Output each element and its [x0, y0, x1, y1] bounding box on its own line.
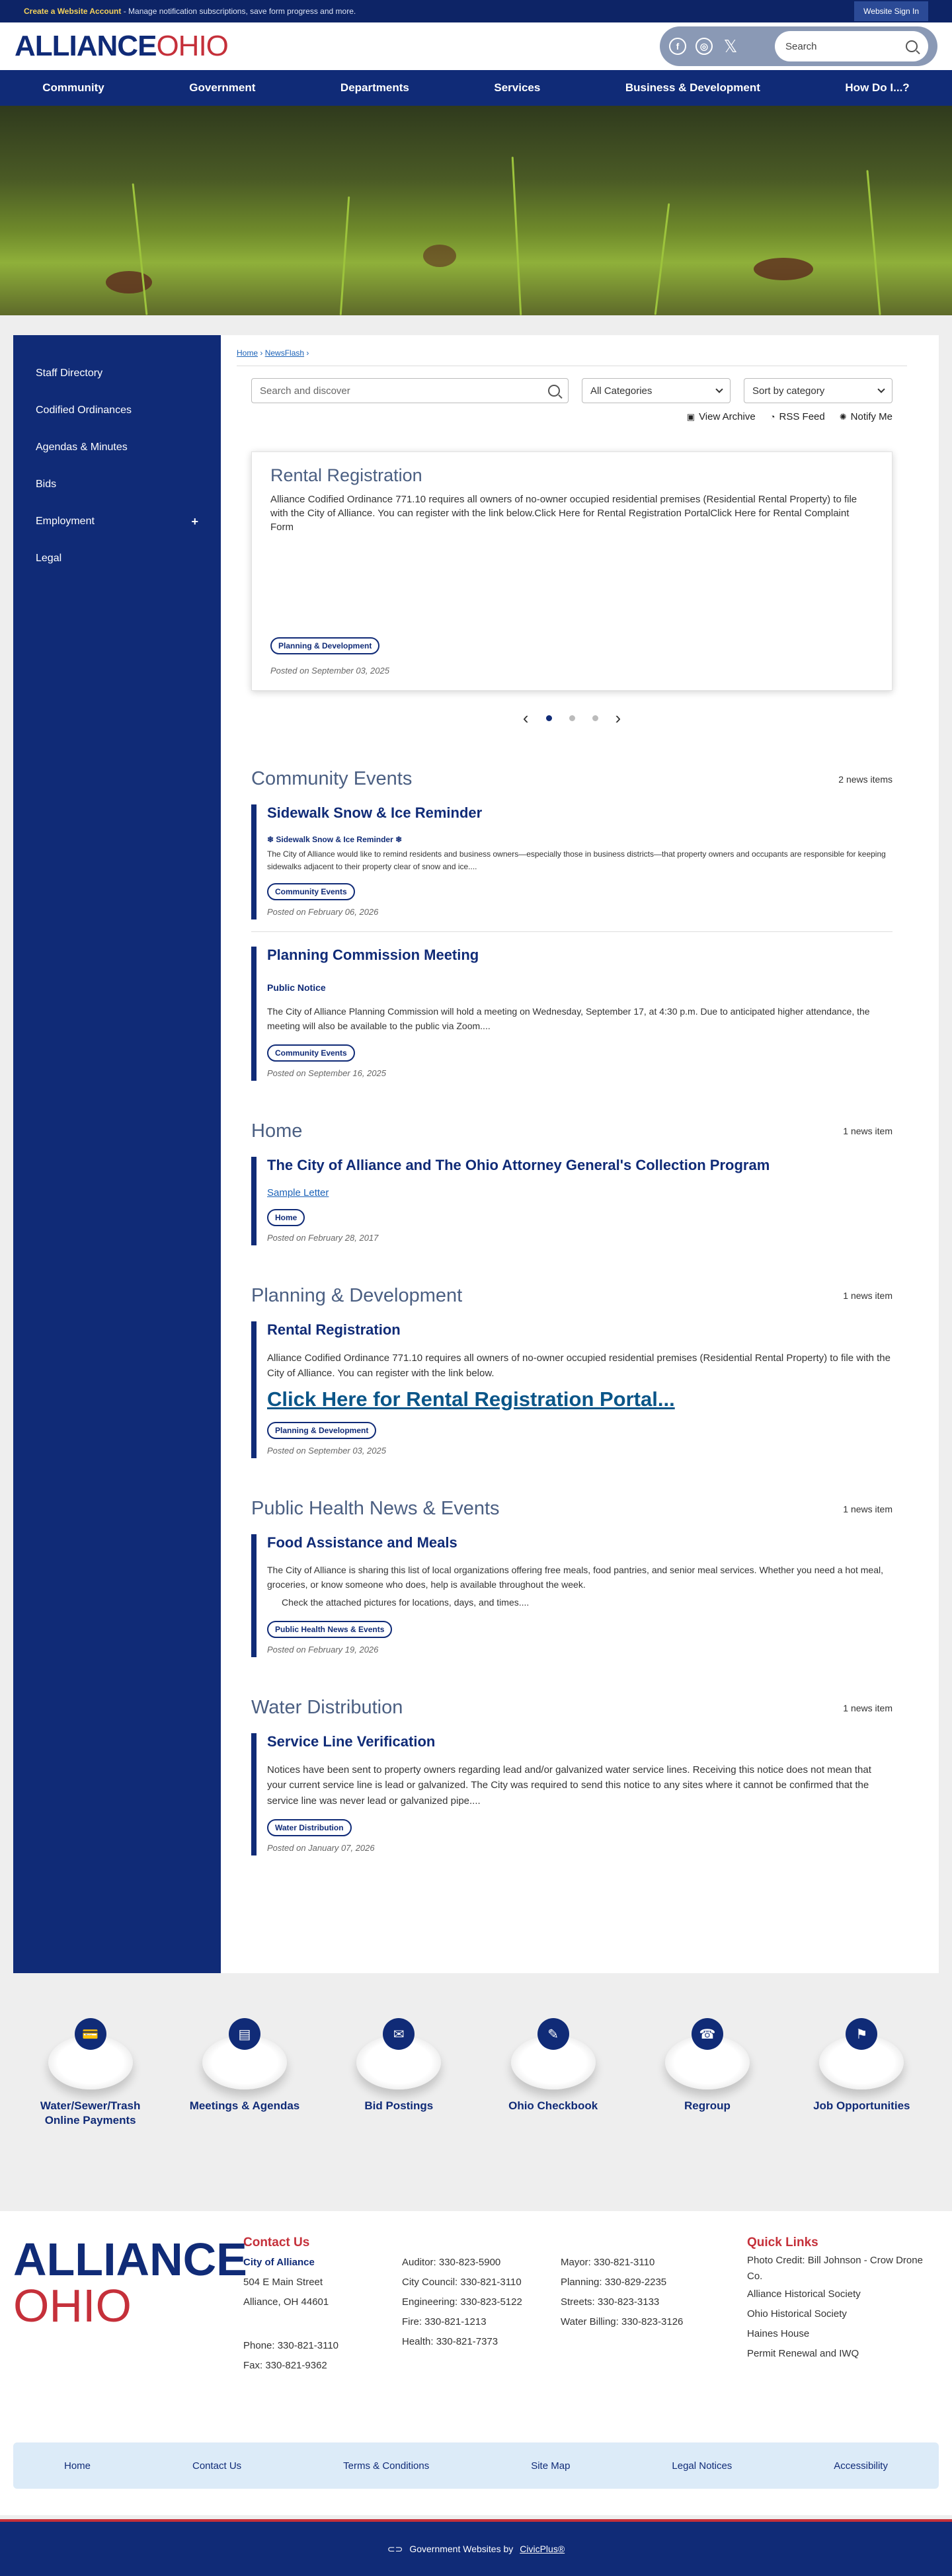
bell-icon: ✺: [839, 412, 847, 422]
main-nav: [0, 70, 952, 106]
category-header: [251, 768, 892, 790]
quick-link-label: Ohio Checkbook: [508, 2099, 598, 2112]
news-item: [251, 947, 892, 1080]
nav-community[interactable]: Community: [42, 81, 104, 94]
nav-services[interactable]: Services: [494, 81, 541, 94]
rss-icon: ◔: [770, 412, 775, 422]
footer-nav-terms[interactable]: Terms & Conditions: [343, 2460, 430, 2472]
nav-departments[interactable]: Departments: [340, 81, 409, 94]
hero-grass: [340, 196, 350, 315]
sidebar-item-label: Employment: [36, 516, 95, 527]
news-item-body: The City of Alliance Planning Commission will hold a meeting on Wednesday, September 17, at 4:30 p.m. Due to anticipated higher attendance, the meeting will also be available to the public via Zoom....: [267, 1006, 870, 1031]
sidebar-item-agendas-minutes[interactable]: [13, 429, 221, 466]
category-select[interactable]: [582, 378, 731, 403]
logo-alliance: ALLIANCE: [15, 30, 157, 62]
news-item-subtitle: ❄ Sidewalk Snow & Ice Reminder ❄: [267, 835, 403, 844]
quick-link-checkbook[interactable]: [487, 2018, 619, 2211]
instagram-icon[interactable]: ◎: [695, 38, 713, 55]
sidebar-item-label: Legal: [36, 553, 62, 564]
footer-quick-links: [747, 2236, 939, 2416]
quick-link-graphic: [356, 2018, 441, 2089]
category-tag[interactable]: Water Distribution: [267, 1819, 352, 1836]
footer-logo: [13, 2234, 247, 2416]
news-item: [251, 804, 892, 919]
category-tag[interactable]: Community Events: [267, 883, 355, 900]
footer-phone: Phone: 330-821-3110: [243, 2340, 339, 2351]
carousel-next-icon[interactable]: ›: [615, 708, 621, 728]
posted-date: Posted on February 28, 2017: [267, 1232, 379, 1243]
footer-quick-link[interactable]: Alliance Historical Society: [747, 2288, 861, 2300]
footer-nav-site-map[interactable]: Site Map: [531, 2460, 571, 2472]
sort-select-value: Sort by category: [752, 385, 825, 397]
sidebar-item-bids[interactable]: [13, 466, 221, 503]
sidebar-item-label: Staff Directory: [36, 368, 103, 379]
sidebar-item-employment[interactable]: [13, 503, 221, 540]
quick-links-heading: Quick Links: [747, 2236, 818, 2249]
quick-link-meetings[interactable]: [178, 2018, 311, 2211]
category-title[interactable]: Water Distribution: [251, 1697, 403, 1719]
footer-nav: [0, 2416, 952, 2515]
footer-address-line: 504 E Main Street: [243, 2277, 323, 2288]
create-account-notice: [24, 7, 356, 16]
hero-grass: [654, 203, 670, 315]
category-tag[interactable]: Home: [267, 1209, 305, 1226]
footer-quick-link[interactable]: Permit Renewal and IWQ: [747, 2348, 859, 2359]
quick-link-label: Bid Postings: [364, 2099, 434, 2112]
news-item-title[interactable]: The City of Alliance and The Ohio Attorney General's Collection Program: [267, 1156, 770, 1173]
hero-grass: [866, 170, 881, 315]
category-header: [251, 1120, 892, 1142]
news-category-planning-development: [251, 1285, 892, 1459]
quick-link-graphic: [202, 2018, 287, 2089]
footer-phone-entry: Streets: 330-823-3133: [561, 2296, 660, 2308]
footer-logo-ohio: OHIO: [13, 2280, 132, 2331]
agenda-icon: ▤: [229, 2018, 260, 2050]
footer-phone-entry: Auditor: 330-823-5900: [402, 2257, 501, 2268]
news-category-water-distribution: [251, 1697, 892, 1855]
archive-icon: ▣: [686, 412, 695, 422]
news-item-body: Notices have been sent to property owners regarding lead and/or galvanized water service lines. Receiving this notice does not mean that your current service line is lead or galvanized. The City was required to send this notice to any sites where it cannot be confirmed that the service line was never lead or galvanized pipe....: [267, 1764, 871, 1807]
news-item-title[interactable]: Rental Registration: [267, 1321, 401, 1338]
posted-date: Posted on February 19, 2026: [267, 1645, 379, 1655]
job-icon: ⚑: [846, 2018, 877, 2050]
news-item: [251, 1733, 892, 1855]
news-category-community-events: [251, 768, 892, 1081]
footer-phone-entry: Water Billing: 330-823-3126: [561, 2316, 684, 2327]
search-icon[interactable]: [906, 40, 918, 52]
news-category-public-health: [251, 1498, 892, 1657]
contact-us-heading: Contact Us: [243, 2236, 310, 2249]
civicplus-link[interactable]: [520, 2544, 565, 2554]
news-item-title[interactable]: Planning Commission Meeting: [267, 947, 479, 964]
news-item: [251, 1534, 892, 1657]
rental-registration-portal-link[interactable]: Click Here for Rental Registration Portal...: [267, 1387, 675, 1411]
category-title[interactable]: Planning & Development: [251, 1284, 463, 1306]
category-title[interactable]: Community Events: [251, 768, 413, 789]
footer-address-line: Alliance, OH 44601: [243, 2296, 329, 2308]
carousel-controls: [237, 708, 907, 728]
featured-news-title[interactable]: Rental Registration: [270, 465, 422, 485]
news-category-home: [251, 1120, 892, 1245]
footer-quick-link[interactable]: Haines House: [747, 2328, 810, 2339]
checkbook-icon: ✎: [537, 2018, 569, 2050]
envelope-icon: ✉: [383, 2018, 415, 2050]
footer-phone-entry: Planning: 330-829-2235: [561, 2277, 667, 2288]
sort-select[interactable]: [744, 378, 892, 403]
footer-contact: [243, 2236, 402, 2416]
quick-link-regroup[interactable]: [641, 2018, 774, 2211]
footer-nav-legal-notices[interactable]: Legal Notices: [672, 2460, 733, 2472]
category-title[interactable]: Public Health News & Events: [251, 1498, 500, 1520]
site-logo[interactable]: [15, 30, 228, 63]
breadcrumb-newsflash[interactable]: NewsFlash: [264, 348, 305, 358]
breadcrumb-home[interactable]: Home: [237, 348, 258, 358]
phone-icon: ☎: [692, 2018, 723, 2050]
footer-nav-bar: [13, 2442, 939, 2489]
sidebar: [13, 335, 221, 1973]
rss-feed-link[interactable]: [770, 411, 825, 422]
create-account-link[interactable]: Create a Website Account: [24, 7, 122, 16]
footer-phone-entry: Fire: 330-821-1213: [402, 2316, 487, 2327]
footer-phones-col: [402, 2236, 561, 2416]
posted-date: Posted on September 16, 2025: [267, 1068, 386, 1078]
news-search-input[interactable]: [251, 378, 569, 403]
breadcrumb-separator: ›: [304, 348, 309, 358]
category-count: 1 news item: [843, 1702, 892, 1713]
logo-ohio: OHIO: [156, 30, 228, 62]
social-search-bar: [660, 26, 937, 66]
footer-org-name: City of Alliance: [243, 2257, 315, 2268]
news-item-subtitle: Public Notice: [267, 982, 326, 994]
news-item-title[interactable]: Sidewalk Snow & Ice Reminder: [267, 804, 483, 821]
footer-quick-link[interactable]: Ohio Historical Society: [747, 2308, 847, 2320]
category-header: [251, 1498, 892, 1520]
search-icon[interactable]: [548, 385, 560, 397]
facebook-icon[interactable]: f: [669, 38, 686, 55]
footer-phone-entry: City Council: 330-821-3110: [402, 2277, 522, 2288]
site-footer: [0, 2211, 952, 2416]
sidebar-item-label: Agendas & Minutes: [36, 442, 128, 453]
footer-nav-accessibility[interactable]: Accessibility: [834, 2460, 888, 2472]
x-twitter-icon[interactable]: 𝕏: [723, 36, 738, 56]
featured-news-card[interactable]: [251, 451, 892, 691]
carousel-dot[interactable]: [569, 715, 575, 721]
hero-leaf: [423, 245, 456, 267]
category-tag[interactable]: Public Health News & Events: [267, 1621, 392, 1638]
news-item: [251, 1321, 892, 1459]
news-item-title[interactable]: Food Assistance and Meals: [267, 1534, 457, 1551]
category-tag[interactable]: Planning & Development: [267, 1422, 376, 1439]
quick-link-label: Water/Sewer/Trash Online Payments: [40, 2099, 141, 2127]
civicplus-bar: [0, 2522, 952, 2576]
sample-letter-link[interactable]: Sample Letter: [267, 1187, 329, 1198]
news-content: [221, 335, 939, 1973]
footer-logo-alliance: ALLIANCE: [13, 2234, 247, 2285]
category-title[interactable]: Home: [251, 1120, 303, 1142]
news-filters: [237, 378, 907, 403]
quick-link-label: Regroup: [684, 2099, 731, 2112]
category-tag[interactable]: Community Events: [267, 1044, 355, 1062]
footer-fax: Fax: 330-821-9362: [243, 2360, 327, 2371]
category-select-value: All Categories: [590, 385, 653, 397]
footer-phones-col: [561, 2236, 747, 2416]
create-account-desc: - Manage notification subscriptions, save form progress and more.: [121, 7, 356, 16]
site-search-placeholder: Search: [785, 40, 817, 52]
hero-banner-image: [0, 106, 952, 315]
posted-date: Posted on February 06, 2026: [267, 907, 379, 917]
nav-government[interactable]: Government: [189, 81, 256, 94]
footer-phone-entry: Mayor: 330-821-3110: [561, 2257, 655, 2268]
site-search-input[interactable]: [775, 31, 928, 61]
nav-business-development[interactable]: Business & Development: [625, 81, 760, 94]
main-area: [13, 335, 939, 1973]
category-header: [251, 1285, 892, 1307]
news-item-title[interactable]: Service Line Verification: [267, 1733, 436, 1750]
quick-link-bids[interactable]: [333, 2018, 465, 2211]
hero-leaf: [754, 258, 813, 280]
civicplus-icon: ⊂⊃: [387, 2543, 403, 2554]
sidebar-item-label: Bids: [36, 479, 57, 490]
category-count: 1 news item: [843, 1503, 892, 1514]
view-archive-label: View Archive: [699, 411, 756, 422]
carousel-prev-icon[interactable]: ‹: [522, 708, 529, 728]
rss-feed-label: RSS Feed: [779, 411, 825, 422]
category-count: 1 news item: [843, 1290, 892, 1302]
hero-grass: [132, 183, 148, 315]
news-item-body-extra: Check the attached pictures for locations, days, and times....: [282, 1597, 530, 1608]
featured-news-body: Alliance Codified Ordinance 771.10 requires all owners of no-owner occupied residential premises (Residential Rental Property) to file with the City of Alliance. You can register with the link below.Click Here for Rental Registration PortalClick Here for Rental Complaint Form: [270, 494, 857, 533]
category-count: 2 news items: [838, 773, 892, 785]
sidebar-item-codified-ordinances[interactable]: [13, 392, 221, 429]
hero-grass: [512, 157, 522, 315]
news-item-body: The City of Alliance would like to remind residents and business owners—especially those in business districts—that property owners and occupants are responsible for keeping sidewalks adjacent to their property clear of snow and ice....: [267, 849, 886, 871]
sidebar-item-legal[interactable]: [13, 540, 221, 577]
sidebar-item-label: Codified Ordinances: [36, 405, 132, 416]
quick-link-graphic: [48, 2018, 133, 2089]
quick-links-bar: [0, 1973, 952, 2211]
quick-link-graphic: [819, 2018, 904, 2089]
footer-quick-link[interactable]: Photo Credit: Bill Johnson - Crow Drone Co.: [747, 2255, 923, 2282]
quick-link-label: Job Opportunities: [813, 2099, 910, 2112]
credit-card-icon: 💳: [75, 2018, 106, 2050]
category-header: [251, 1697, 892, 1719]
footer-nav-contact-us[interactable]: Contact Us: [192, 2460, 242, 2472]
quick-link-graphic: [665, 2018, 750, 2089]
news-item-body: The City of Alliance is sharing this list of local organizations offering free meals, food pantries, and senior meal services. Whether you need a hot meal, groceries, or know someone who does, help is available throughout the week.: [267, 1565, 883, 1590]
footer-nav-home[interactable]: Home: [63, 2460, 91, 2472]
top-bar: [0, 0, 952, 22]
category-count: 1 news item: [843, 1126, 892, 1137]
category-tag[interactable]: Planning & Development: [270, 637, 379, 654]
expand-plus-icon[interactable]: +: [191, 514, 198, 528]
quick-link-jobs[interactable]: [795, 2018, 928, 2211]
sidebar-item-staff-directory[interactable]: [13, 355, 221, 392]
quick-link-payments[interactable]: [24, 2018, 157, 2211]
quick-link-graphic: [511, 2018, 596, 2089]
item-divider: [251, 931, 892, 932]
news-item: [251, 1157, 892, 1245]
website-sign-in-button[interactable]: Website Sign In: [854, 1, 928, 21]
posted-date: Posted on September 03, 2025: [267, 1446, 386, 1456]
chevron-down-icon: [877, 385, 885, 393]
chevron-down-icon: [715, 385, 723, 393]
breadcrumb: [237, 348, 907, 366]
news-item-body: Alliance Codified Ordinance 771.10 requires all owners of no-owner occupied residential premises (Residential Rental Property) to file with the City of Alliance. You can register with the link below.: [267, 1352, 891, 1379]
carousel-dot[interactable]: [546, 715, 552, 721]
notify-me-link[interactable]: [840, 411, 892, 422]
posted-date: Posted on January 07, 2026: [267, 1842, 375, 1853]
notify-me-label: Notify Me: [850, 411, 892, 422]
carousel-dot[interactable]: [592, 715, 598, 721]
site-header: [0, 22, 952, 70]
view-archive-link[interactable]: [687, 411, 756, 422]
civicplus-text: Government Websites by: [409, 2544, 514, 2554]
news-actions: [237, 403, 907, 422]
news-search-placeholder: Search and discover: [260, 385, 350, 397]
civicplus-link-label: CivicPlus®: [520, 2544, 565, 2554]
breadcrumb-separator: ›: [258, 348, 265, 358]
quick-link-label: Meetings & Agendas: [189, 2099, 300, 2112]
posted-date: Posted on September 03, 2025: [270, 666, 389, 676]
footer-phone-entry: Health: 330-821-7373: [402, 2336, 498, 2347]
footer-phone-entry: Engineering: 330-823-5122: [402, 2296, 522, 2308]
nav-how-do-i[interactable]: How Do I...?: [845, 81, 910, 94]
